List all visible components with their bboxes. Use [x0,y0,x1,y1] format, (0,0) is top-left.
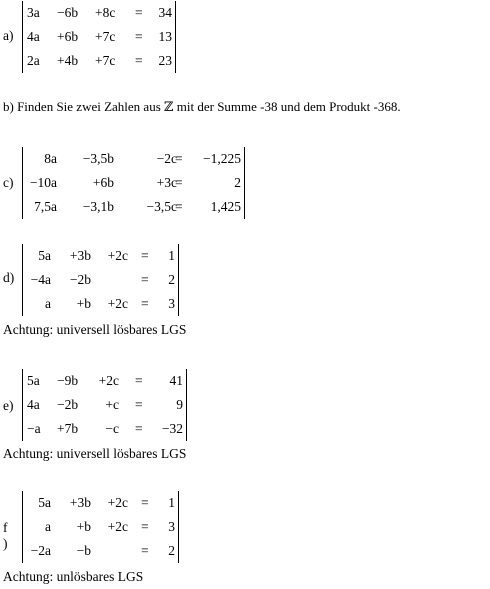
exercise-e-note: Achtung: universell lösbares LGS [3,446,187,461]
equation-row [23,417,186,441]
rhs-value: −32 [161,421,183,436]
equation-row [23,49,175,73]
rhs-value: 41 [169,373,183,388]
equation-row [23,1,175,25]
term-a: 5a [38,495,51,510]
term-b: +4b [57,53,79,68]
term-b: −3,5b [82,151,114,166]
equals-sign: = [175,199,183,214]
equation-row [23,369,186,393]
term-b: +3b [69,248,91,263]
term-c: +2c [107,296,128,311]
rhs-value: 23 [158,53,172,68]
equals-sign: = [141,519,149,534]
equation-row [23,147,244,171]
term-c: −c [105,421,119,436]
equation-row [23,244,178,268]
rhs-value: 3 [168,519,175,534]
equals-sign: = [135,53,143,68]
term-b: −2b [57,397,79,412]
term-b: −2b [69,272,91,287]
equals-sign: = [135,5,143,20]
term-c: +2c [107,495,128,510]
term-c: −2c [156,151,177,166]
term-a: a [45,519,51,534]
equals-sign: = [135,29,143,44]
term-a: 3a [27,5,40,20]
term-a: 7,5a [34,199,57,214]
term-c: +2c [98,373,119,388]
term-b: +7b [57,421,79,436]
term-a: 5a [38,248,51,263]
term-c: +7c [95,29,116,44]
equals-sign: = [135,397,143,412]
term-a: 2a [27,53,40,68]
rhs-value: 9 [176,397,183,412]
equals-sign: = [175,151,183,166]
term-a: −4a [30,272,51,287]
term-b: +6b [92,175,114,190]
term-b: +b [76,296,91,311]
equation-system-c [22,147,245,219]
term-c: +7c [95,53,116,68]
equals-sign: = [141,543,149,558]
equation-system-e [22,369,187,441]
exercise-a-label: a) [3,28,14,43]
term-a: 5a [27,373,40,388]
equals-sign: = [175,175,183,190]
term-a: 4a [27,397,40,412]
equation-system-f [22,491,179,563]
exercise-f-label: f ) [3,520,8,551]
equals-sign: = [141,495,149,510]
rhs-value: 2 [234,175,241,190]
equals-sign: = [141,296,149,311]
equation-row [23,171,244,195]
term-c: +2c [107,519,128,534]
term-b: +3b [69,495,91,510]
term-c: +c [105,397,119,412]
equation-system-d [22,244,179,316]
term-a: 4a [27,29,40,44]
equation-row [23,539,178,563]
term-b: +6b [57,29,79,44]
rhs-value: 1 [168,495,175,510]
rhs-value: 34 [158,5,172,20]
term-a: −a [27,421,41,436]
equals-sign: = [135,421,143,436]
equation-row [23,515,178,539]
term-b: −9b [57,373,79,388]
equals-sign: = [141,272,149,287]
term-c: +2c [107,248,128,263]
equation-row [23,195,244,219]
term-c: −3,5c [146,199,177,214]
term-a: −10a [29,175,57,190]
rhs-value: 1,425 [210,199,241,214]
equation-row [23,491,178,515]
term-a: a [45,296,51,311]
equation-row [23,268,178,292]
term-b: −6b [57,5,79,20]
equation-row [23,25,175,49]
equation-system-a [22,1,176,73]
term-a: 8a [44,151,57,166]
rhs-value: 1 [168,248,175,263]
term-a: −2a [30,543,51,558]
equals-sign: = [135,373,143,388]
exercise-c-label: c) [3,175,14,190]
exercise-d-label: d) [3,270,15,285]
term-c: +3c [156,175,177,190]
rhs-value: 2 [168,543,175,558]
term-c: +8c [95,5,116,20]
rhs-value: 2 [168,272,175,287]
term-b: −b [76,543,91,558]
rhs-value: 13 [158,29,172,44]
exercise-d-note: Achtung: universell lösbares LGS [3,322,187,337]
term-b: +b [76,519,91,534]
term-b: −3,1b [82,199,114,214]
rhs-value: −1,225 [203,151,241,166]
equation-row [23,292,178,316]
exercise-e-label: e) [3,398,14,413]
equation-row [23,393,186,417]
exercise-f-note: Achtung: unlösbares LGS [3,569,144,584]
equals-sign: = [141,248,149,263]
exercise-b-text: b) Finden Sie zwei Zahlen aus ℤ mit der Summe -38 und dem Produkt -368. [3,99,401,114]
rhs-value: 3 [168,296,175,311]
